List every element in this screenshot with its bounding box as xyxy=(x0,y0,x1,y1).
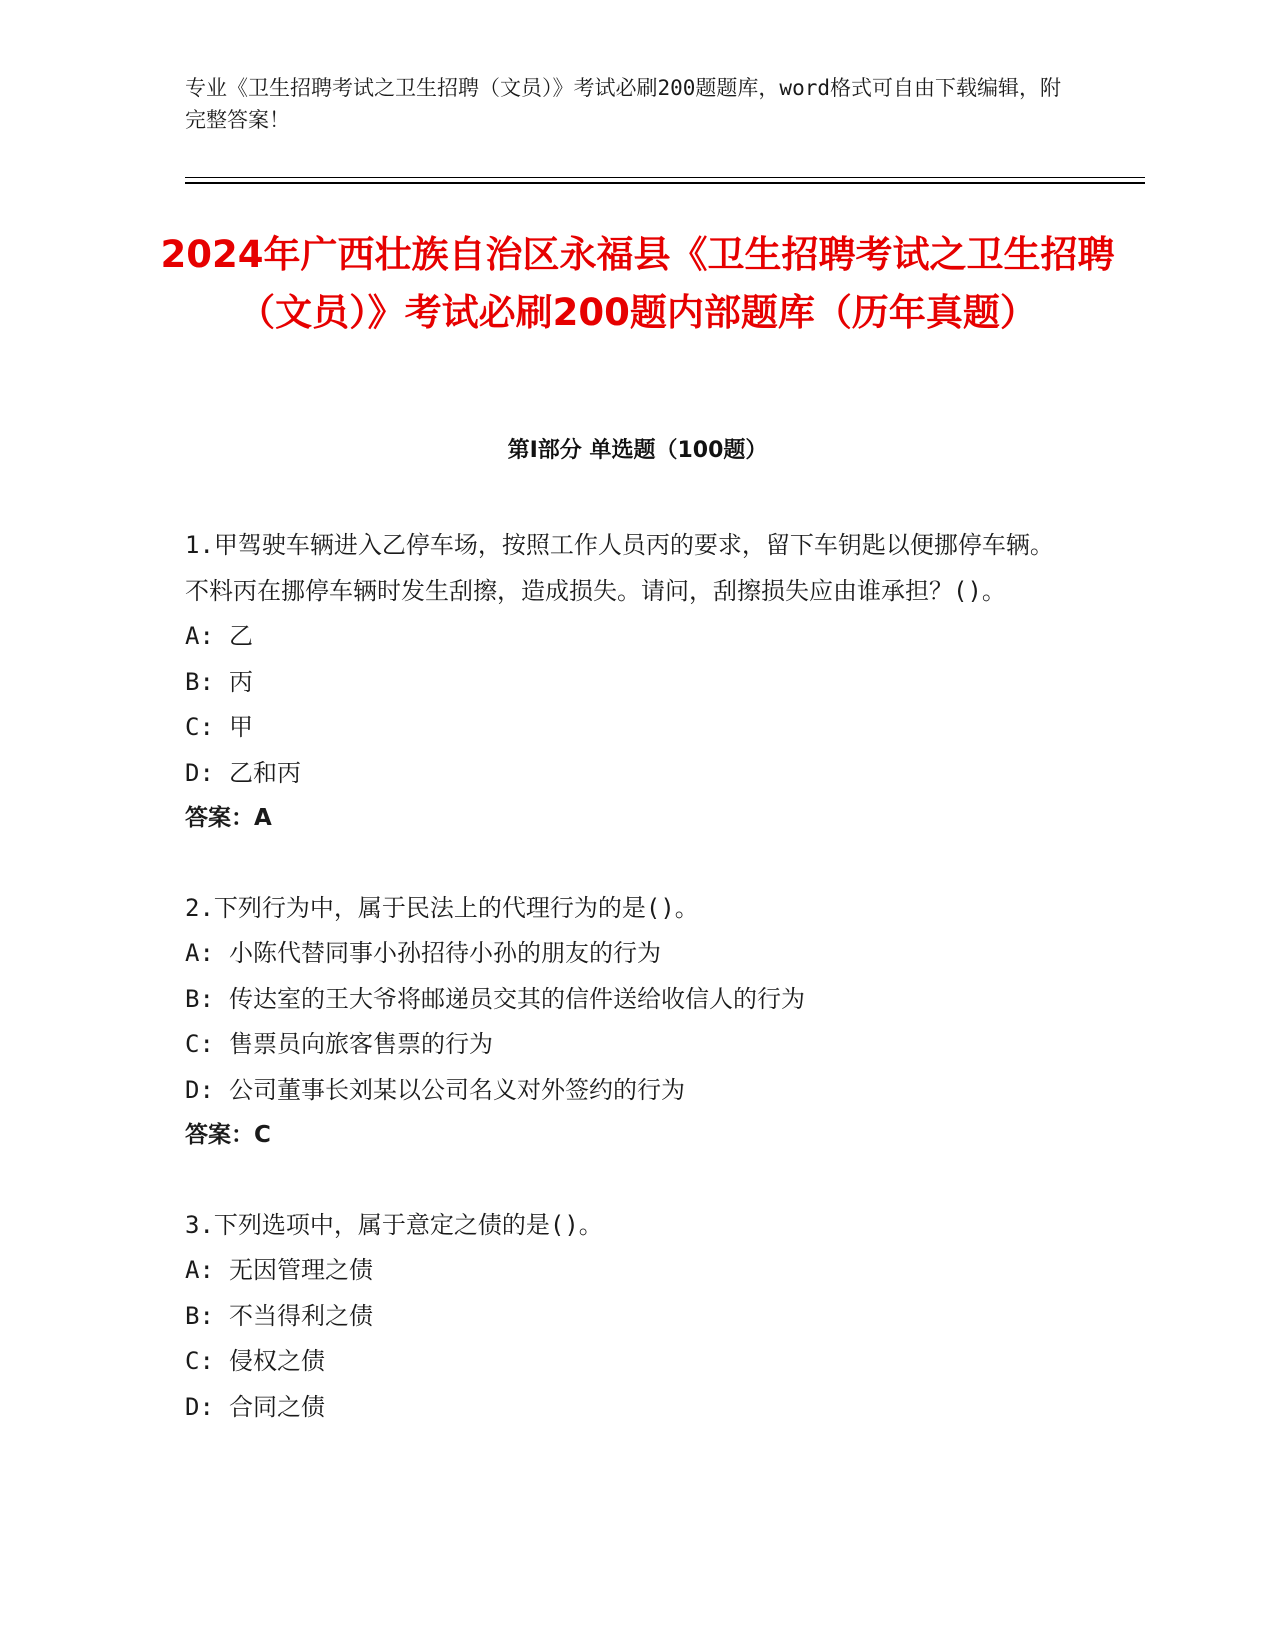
option-text: 传达室的王大爷将邮递员交其的信件送给收信人的行为 xyxy=(229,984,805,1013)
option-text: 售票员向旅客售票的行为 xyxy=(229,1030,493,1058)
question-stem: 3.下列选项中，属于意定之债的是()。 xyxy=(185,1210,603,1239)
option-label: D: xyxy=(185,1392,214,1421)
question-item xyxy=(185,1203,1065,1431)
document-title: 2024年广西壮族自治区永福县《卫生招聘考试之卫生招聘（文员）》考试必刷200题内部题库（历年真题） xyxy=(160,233,1115,334)
option-text: 公司董事长刘某以公司名义对外签约的行为 xyxy=(229,1075,685,1104)
option-text: 乙和丙 xyxy=(229,758,301,787)
option-label: B: xyxy=(185,984,214,1013)
option-label: C: xyxy=(185,713,214,741)
option-d xyxy=(185,1068,1065,1114)
option-b xyxy=(185,660,1065,706)
option-label: D: xyxy=(185,758,214,787)
option-a xyxy=(185,1248,1065,1294)
answer-line: 答案：A xyxy=(185,805,272,831)
option-label: A: xyxy=(185,939,214,967)
header-divider-thin xyxy=(185,177,1145,178)
section-heading: 第Ⅰ部分 单选题（100题） xyxy=(507,438,768,463)
option-a xyxy=(185,931,1065,977)
question-stem: 2.下列行为中，属于民法上的代理行为的是()。 xyxy=(185,893,699,922)
option-c xyxy=(185,1022,1065,1068)
option-label: C: xyxy=(185,1030,214,1058)
option-label: D: xyxy=(185,1075,214,1104)
option-text: 丙 xyxy=(229,667,253,696)
option-text: 乙 xyxy=(229,622,253,650)
question-list xyxy=(185,523,1065,1474)
option-label: C: xyxy=(185,1347,214,1375)
option-b xyxy=(185,977,1065,1023)
option-label: B: xyxy=(185,667,214,696)
question-item xyxy=(185,523,1065,842)
header-note: 专业《卫生招聘考试之卫生招聘（文员）》考试必刷200题题库，word格式可自由下载编辑，附完整答案！ xyxy=(185,76,1061,132)
option-label: A: xyxy=(185,622,214,650)
option-label: B: xyxy=(185,1301,214,1330)
answer-line: 答案：C xyxy=(185,1122,271,1148)
option-text: 合同之债 xyxy=(229,1392,325,1421)
option-c xyxy=(185,1339,1065,1385)
option-label: A: xyxy=(185,1256,214,1284)
option-text: 无因管理之债 xyxy=(229,1256,373,1284)
option-c xyxy=(185,705,1065,751)
question-stem: 1.甲驾驶车辆进入乙停车场，按照工作人员丙的要求，留下车钥匙以便挪停车辆。不料丙在挪停车辆时发生刮擦，造成损失。请问，刮擦损失应由谁承担？()。 xyxy=(185,531,1054,605)
question-item xyxy=(185,886,1065,1159)
option-d xyxy=(185,751,1065,797)
header-divider-thick xyxy=(185,182,1145,184)
option-b xyxy=(185,1294,1065,1340)
option-text: 不当得利之债 xyxy=(229,1301,373,1330)
option-text: 甲 xyxy=(229,713,253,741)
option-a xyxy=(185,614,1065,660)
option-text: 侵权之债 xyxy=(229,1347,325,1375)
option-text: 小陈代替同事小孙招待小孙的朋友的行为 xyxy=(229,939,661,967)
option-d xyxy=(185,1385,1065,1431)
